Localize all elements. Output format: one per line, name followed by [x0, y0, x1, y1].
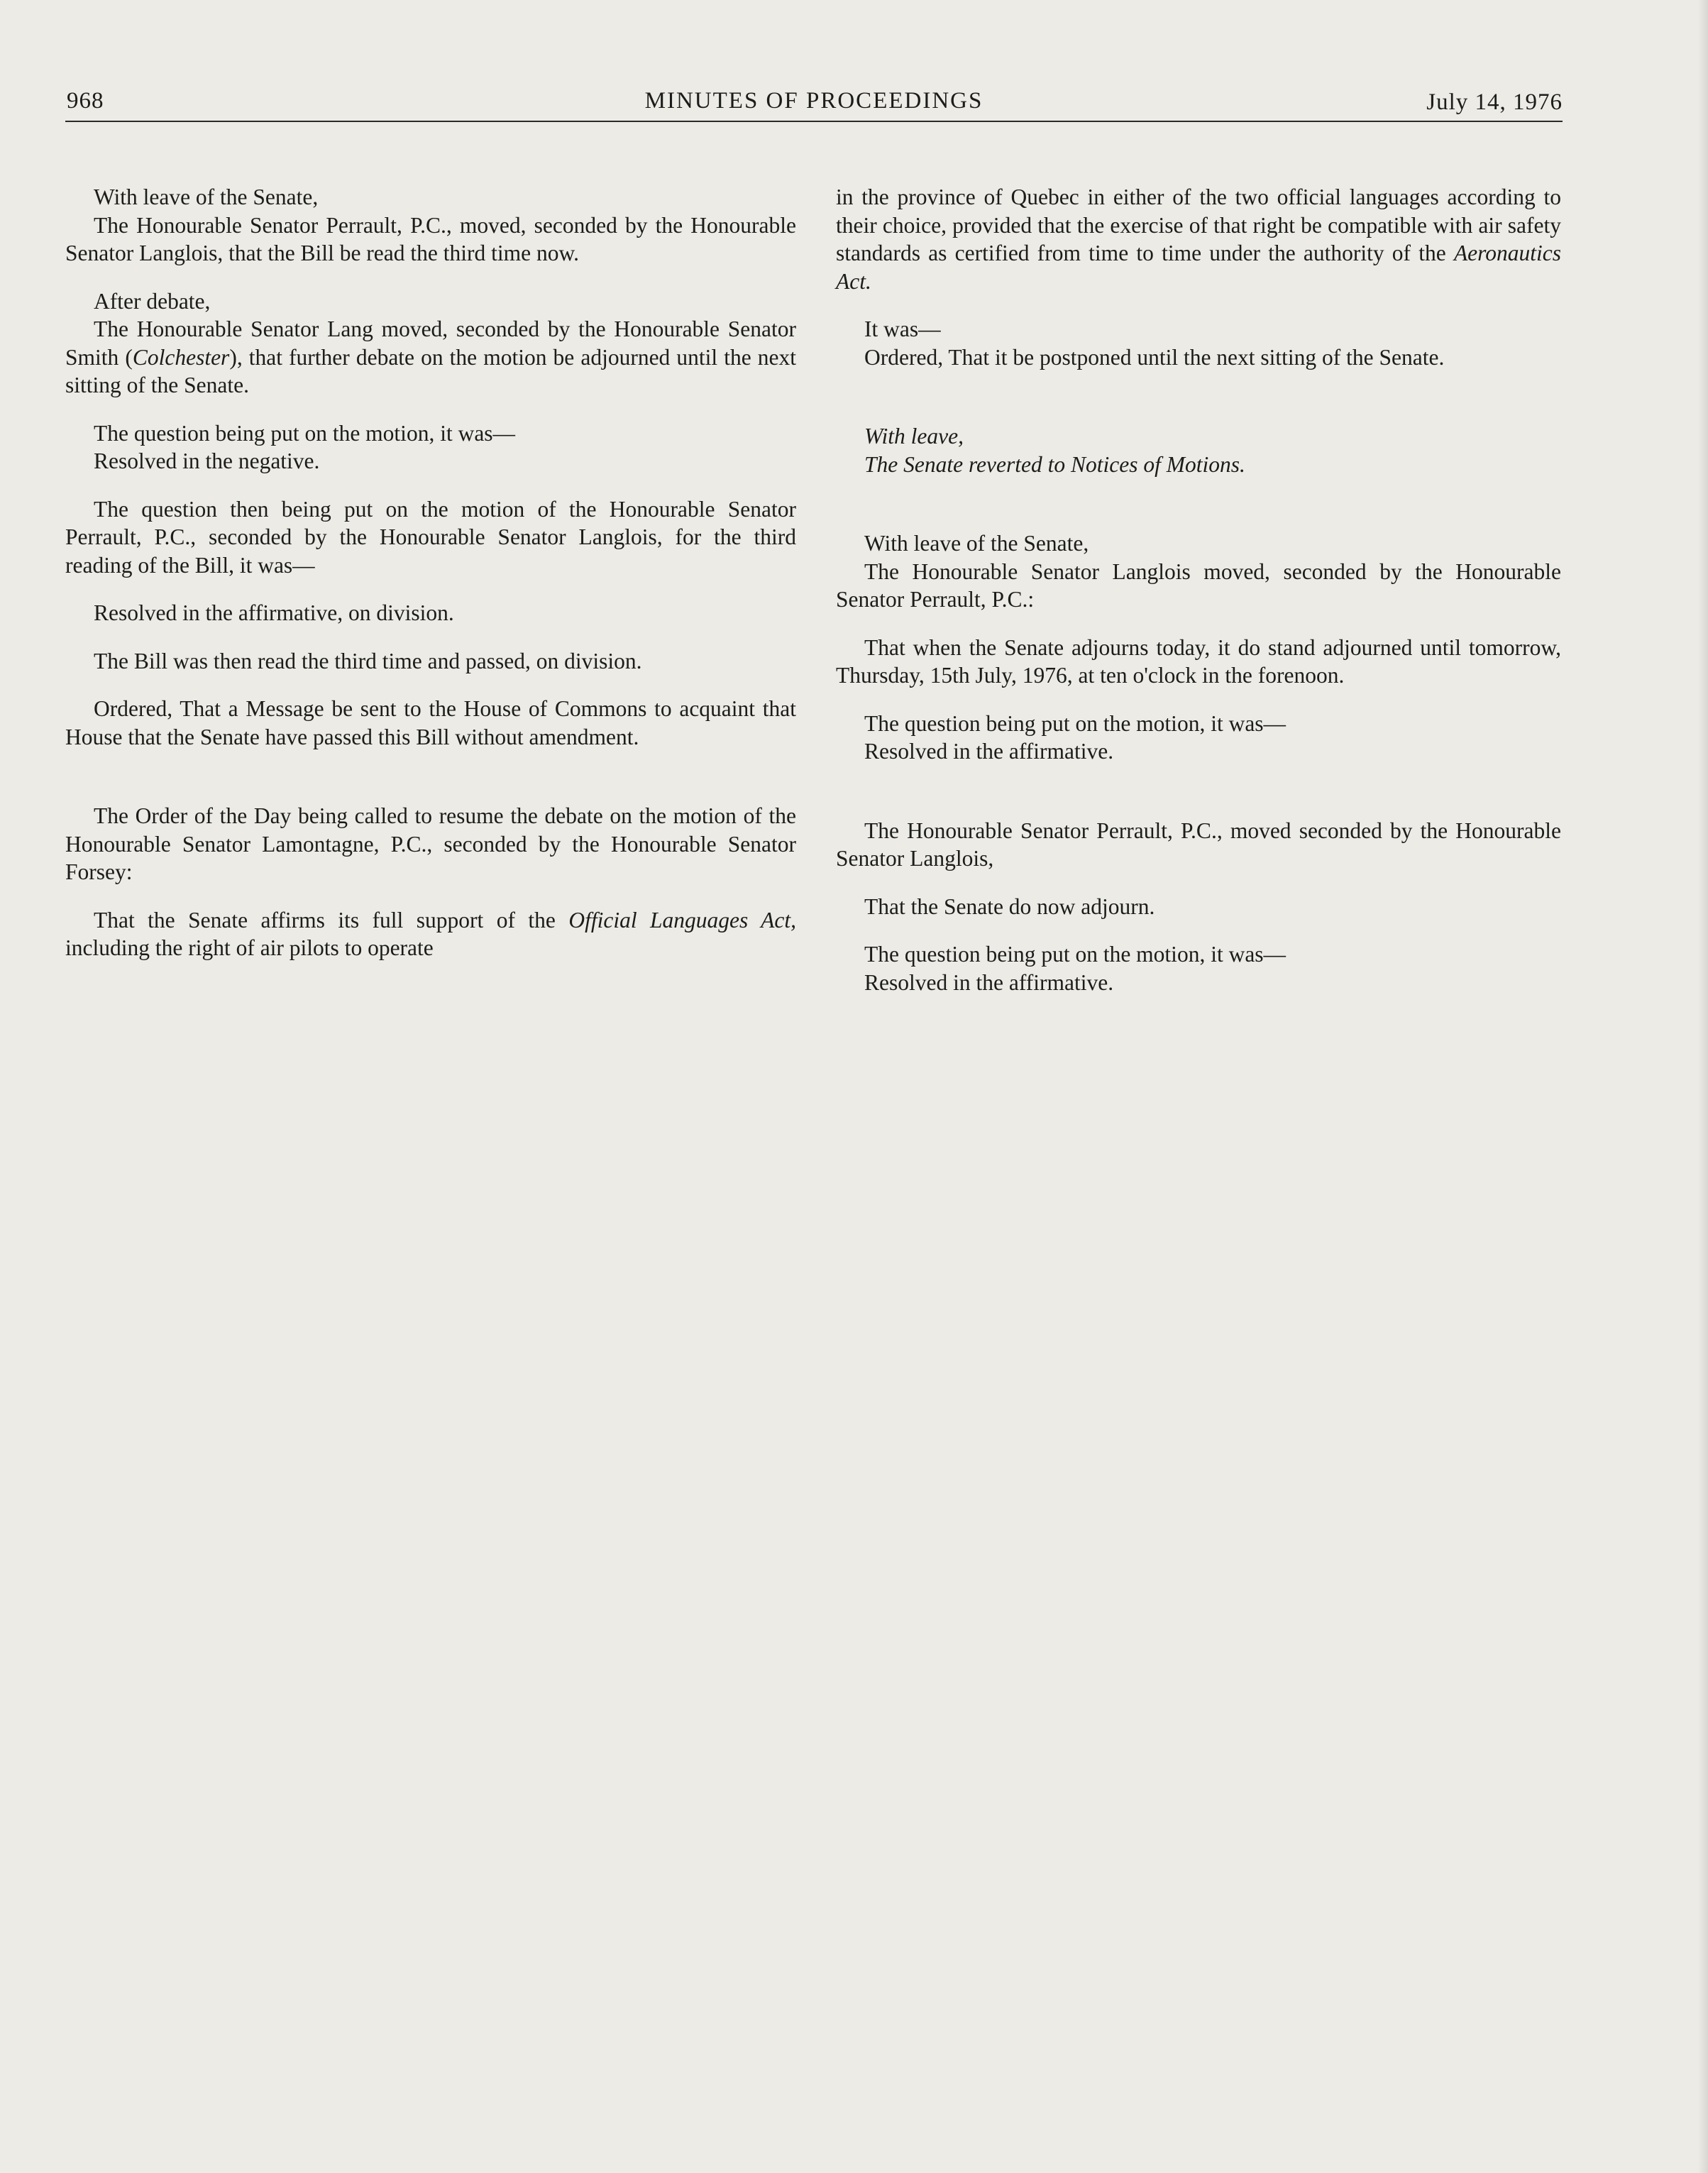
paragraph: Ordered, That it be postponed until the next sitting of the Senate. [864, 344, 1445, 370]
paragraph [65, 315, 796, 400]
running-title: MINUTES OF PROCEEDINGS [644, 88, 984, 114]
text-run: in the province of Quebec in either of the two official languages according to their choice, provided that the exercise of that right be compatible with air safety standards as certified from time to time under the authority of the [836, 185, 1561, 265]
paragraph: The question then being put on the motion of the Honourable Senator Perrault, P.C., seconded by the Honourable Senator Langlois, for the third reading of the Bill, it was— [65, 496, 796, 578]
text-run: ), that further debate on the motion be adjourned until the next sitting of the Senate. [65, 344, 796, 397]
paragraph: The Bill was then read the third time and passed, on division. [94, 648, 642, 673]
paragraph: The Honourable Senator Langlois moved, seconded by the Honourable Senator Perrault, P.C.: [836, 559, 1561, 612]
paragraph: It was— [864, 317, 941, 341]
paragraph [836, 183, 1561, 295]
paragraph: Resolved in the negative. [94, 449, 320, 473]
header-date: July 14, 1976 [1426, 89, 1563, 115]
paragraph: The Honourable Senator Perrault, P.C., moved seconded by the Honourable Senator Langlois, [836, 818, 1561, 871]
paragraph: Ordered, That a Message be sent to the House of Commons to acquaint that House that the Senate have passed this Bill without amendment. [65, 696, 796, 749]
paragraph: After debate, [94, 288, 211, 314]
page-header [65, 84, 1563, 122]
paragraph: That when the Senate adjourns today, it do stand adjourned until tomorrow, Thursday, 15th July, 1976, at ten o'clock in the forenoon. [836, 634, 1561, 688]
paragraph [836, 451, 1561, 479]
paragraph: With leave of the Senate, [864, 531, 1089, 556]
left-column [65, 183, 796, 962]
paragraph: The question being put on the motion, it was— [864, 942, 1286, 967]
right-column [836, 183, 1561, 996]
paragraph: With leave of the Senate, [94, 185, 319, 209]
paragraph [836, 422, 1561, 451]
paragraph: That the Senate do now adjourn. [864, 893, 1155, 919]
text-run: That the Senate affirms its full support of the [94, 907, 569, 933]
paragraph [65, 906, 796, 962]
paragraph: Resolved in the affirmative. [864, 969, 1114, 995]
italic-text: Aeronautics Act. [836, 241, 1561, 294]
italic-text: The Senate reverted to Notices of Motions. [864, 451, 1245, 477]
text-run: including the right of air pilots to operate [65, 935, 434, 960]
page-number: 968 [67, 88, 104, 114]
paragraph: The question being put on the motion, it was— [864, 710, 1286, 736]
paragraph: Resolved in the affirmative. [864, 739, 1114, 764]
paragraph: Resolved in the affirmative, on division. [94, 600, 454, 625]
text-run: The Honourable Senator Lang moved, seconded by the Honourable Senator Smith ( [65, 317, 796, 370]
italic-text: With leave, [864, 424, 964, 449]
italic-text: Official Languages Act, [568, 907, 796, 933]
paragraph: The Order of the Day being called to resume the debate on the motion of the Honourable Senator Lamontagne, P.C., seconded by the Honourable Senator Forsey: [65, 803, 796, 884]
paragraph: The Honourable Senator Perrault, P.C., moved, seconded by the Honourable Senator Langlois, that the Bill be read the third time now. [65, 212, 796, 265]
italic-text: Colchester [132, 344, 230, 370]
paragraph: The question being put on the motion, it was— [94, 420, 516, 446]
page-edge-shadow [1698, 0, 1708, 2173]
